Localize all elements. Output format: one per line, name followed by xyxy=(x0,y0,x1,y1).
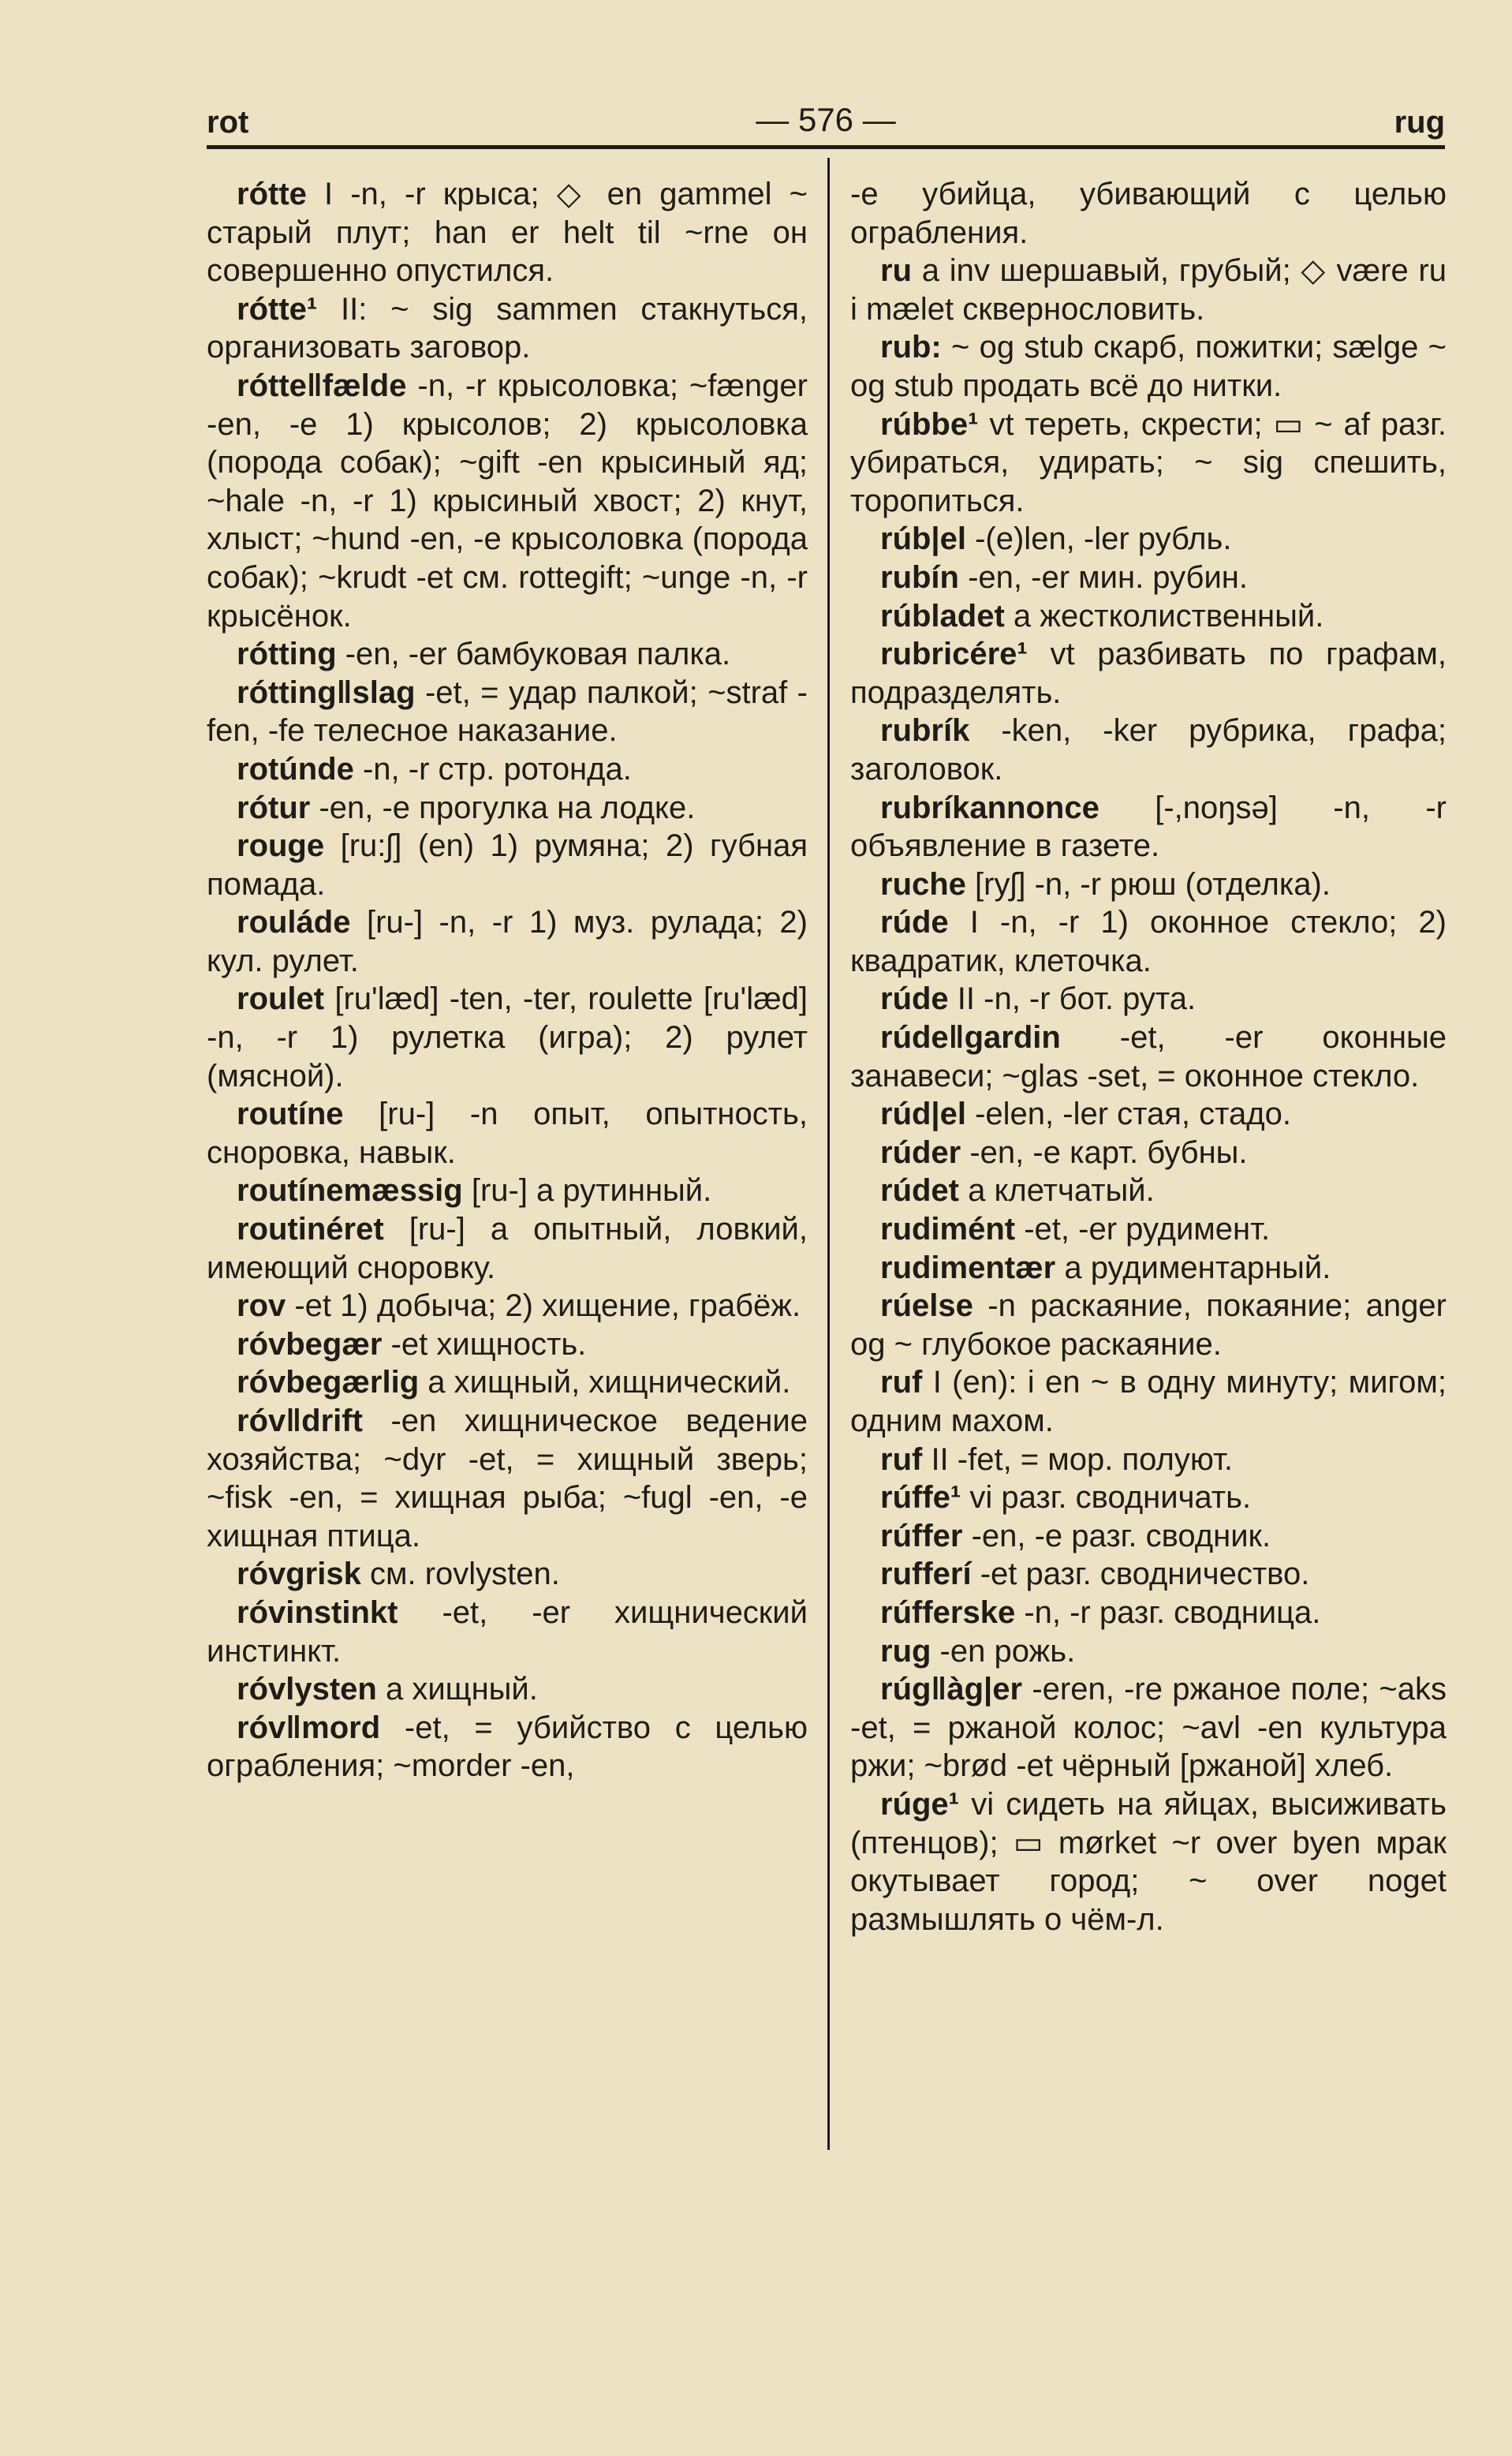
headword: rótur xyxy=(237,790,311,825)
definition: -ken, -ker рубрика, графа; заголовок. xyxy=(850,713,1447,787)
definition: -e убийца, убивающий с целью ограбления. xyxy=(850,177,1447,250)
dictionary-entry xyxy=(850,1287,1447,1363)
dictionary-entry xyxy=(850,1670,1447,1785)
definition: I -n, -r 1) оконное стекло; 2) квадратик, клеточка. xyxy=(850,905,1447,978)
headword: rotúnde xyxy=(237,751,354,787)
headword: rudimént xyxy=(880,1212,1016,1247)
headword: rúd|el xyxy=(880,1097,966,1132)
dictionary-entry xyxy=(207,980,808,1095)
column-divider xyxy=(827,158,830,2150)
definition: vt тереть, скрести; ▭ ~ af разг. убираться, удирать; ~ sig спешить, торопиться. xyxy=(850,406,1447,518)
definition: -n, -r крысоловка; ~fænger -en, -e 1) крысолов; 2) крысоловка (порода собак); ~gift -en крысиный яд; ~hale -n, -r 1) крысиный хвост; 2) кнут, хлыст; ~hund -en, -e крысоловка (порода собак); ~krudt -et см. rottegift; ~unge -n, -r крысёнок. xyxy=(207,368,808,634)
definition: II: ~ sig sammen стакнуться, организовать заговор. xyxy=(207,291,808,365)
dictionary-entry xyxy=(850,1517,1447,1556)
definition: -et, -er оконные занавеси; ~glas -set, = оконное стекло. xyxy=(850,1020,1447,1093)
dictionary-entry xyxy=(207,827,808,903)
headword: rúelse xyxy=(880,1288,973,1324)
dictionary-entry xyxy=(850,712,1447,788)
headword: rudimentær xyxy=(880,1250,1056,1285)
definition: -en, -er бамбуковая палка. xyxy=(336,637,731,672)
headword: rúg‖àg|er xyxy=(880,1672,1023,1707)
headword: rúbladet xyxy=(880,598,1005,634)
headword: róvinstinkt xyxy=(237,1594,398,1630)
running-header xyxy=(207,101,1445,149)
definition: -n, -r разг. сводница. xyxy=(1015,1594,1321,1630)
headword: rubríkannonce xyxy=(880,790,1099,825)
definition: a хищный, хищнический. xyxy=(419,1365,791,1400)
headword: rubrík xyxy=(880,713,970,749)
guide-word-right: rug xyxy=(1394,105,1445,140)
headword: rúffer xyxy=(880,1518,963,1553)
dictionary-entry xyxy=(207,789,808,828)
headword: rub: xyxy=(880,330,942,365)
definition: -et, -er рудимент. xyxy=(1015,1212,1271,1247)
headword: routinéret xyxy=(237,1212,384,1247)
definition: ~ og stub скарб, пожитки; sælge ~ og stub продать всё до нитки. xyxy=(850,330,1447,403)
dictionary-entry xyxy=(207,1172,808,1210)
dictionary-entry xyxy=(207,1095,808,1172)
definition: -en, -e прогулка на лодке. xyxy=(310,790,696,825)
definition: -en, -e карт. бубны. xyxy=(961,1135,1248,1170)
dictionary-entry xyxy=(207,903,808,980)
definition: vi сидеть на яйцах, высиживать (птенцов); ▭ mørket ~r over byen мрак окутывает город; ~ over noget размышлять о чём-л. xyxy=(850,1786,1447,1937)
definition: a inv шершавый, грубый; ◇ være ru i mælet сквернословить. xyxy=(850,253,1447,327)
definition: -en рожь. xyxy=(931,1633,1076,1669)
dictionary-entry xyxy=(850,1632,1447,1671)
dictionary-entry xyxy=(850,328,1447,405)
dictionary-entry xyxy=(850,1594,1447,1632)
headword: rótte‖fælde xyxy=(237,368,407,403)
headword: róvlysten xyxy=(237,1672,377,1707)
headword: rúde xyxy=(880,905,949,940)
dictionary-entry xyxy=(850,903,1447,980)
dictionary-entry xyxy=(850,865,1447,904)
headword: rúb|el xyxy=(880,521,966,557)
headword: rúder xyxy=(880,1135,961,1170)
dictionary-entry xyxy=(850,1441,1447,1479)
headword: routínemæssig xyxy=(237,1173,463,1209)
dictionary-entry xyxy=(850,1478,1447,1517)
headword: rug xyxy=(880,1633,931,1669)
dictionary-entry xyxy=(850,635,1447,712)
dictionary-entry xyxy=(207,1402,808,1555)
dictionary-entry xyxy=(850,252,1447,328)
definition: [ru-] a опытный, ловкий, имеющий сноровку. xyxy=(207,1212,808,1285)
definition: a жестколиственный. xyxy=(1004,598,1324,634)
definition: -et, = убийство с целью ограбления; ~morder -en, xyxy=(207,1710,808,1784)
headword: róvgrisk xyxy=(237,1557,361,1592)
dictionary-entry xyxy=(207,1325,808,1364)
headword: rúfferske xyxy=(880,1594,1016,1630)
definition: -et 1) добыча; 2) хищение, грабёж. xyxy=(286,1288,801,1324)
headword: rótte¹ xyxy=(237,291,318,327)
headword: ruf xyxy=(880,1441,923,1477)
dictionary-entry xyxy=(850,175,1447,252)
headword: ruf xyxy=(880,1365,923,1400)
definition: [ru:ʃ] (en) 1) румяна; 2) губная помада. xyxy=(207,828,808,902)
dictionary-entry xyxy=(850,980,1447,1019)
headword: rúge¹ xyxy=(880,1786,959,1822)
definition: II -fet, = мор. полуют. xyxy=(922,1441,1233,1477)
headword: rouge xyxy=(237,828,325,864)
headword: roulet xyxy=(237,981,325,1017)
definition: a клетчатый. xyxy=(959,1173,1155,1209)
definition: -(e)len, -ler рубль. xyxy=(965,521,1232,557)
definition: -en, -e разг. сводник. xyxy=(962,1518,1271,1553)
headword: rúbbe¹ xyxy=(880,406,979,442)
definition: a хищный. xyxy=(376,1672,538,1707)
dictionary-entry xyxy=(850,597,1447,636)
definition: [ru'læd] -ten, -ter, roulette [ru'læd] -n, -r 1) рулетка (игра); 2) рулет (мясной). xyxy=(207,981,808,1093)
dictionary-entry xyxy=(207,1709,808,1785)
dictionary-entry xyxy=(207,290,808,367)
dictionary-entry xyxy=(850,1785,1447,1938)
definition: I (en): i en ~ в одну минуту; мигом; одним махом. xyxy=(850,1365,1447,1438)
headword: rov xyxy=(237,1288,286,1324)
definition: [ru-] -n опыт, опытность, сноровка, навык. xyxy=(207,1097,808,1170)
definition: -et, = удар палкой; ~straf -fen, -fe телесное наказание. xyxy=(207,675,808,749)
headword: rótting‖slag xyxy=(237,675,416,710)
definition: -n раскаяние, покаяние; anger og ~ глубокое раскаяние. xyxy=(850,1288,1447,1362)
dictionary-entry xyxy=(850,1363,1447,1440)
dictionary-entry xyxy=(850,1095,1447,1134)
dictionary-entry xyxy=(207,1363,808,1402)
dictionary-entry xyxy=(207,175,808,290)
definition: -et, -er хищнический инстинкт. xyxy=(207,1594,808,1669)
dictionary-entry xyxy=(207,1594,808,1670)
definition: [-,noŋsə] -n, -r объявление в газете. xyxy=(850,790,1447,864)
headword: rúdet xyxy=(880,1173,959,1209)
dictionary-entry xyxy=(207,367,808,635)
dictionary-entry xyxy=(207,674,808,750)
definition: -en, -er мин. рубин. xyxy=(958,559,1248,595)
headword: routíne xyxy=(237,1097,344,1132)
headword: róvbegærlig xyxy=(237,1365,420,1400)
headword: róv‖drift xyxy=(237,1404,363,1438)
definition: -eren, -re ржаное поле; ~aks -et, = ржаной колос; ~avl -en культура ржи; ~brød -et чёрный [ржаной] хлеб. xyxy=(850,1672,1447,1784)
dictionary-entry xyxy=(850,1172,1447,1210)
definition: см. rovlysten. xyxy=(360,1557,560,1592)
dictionary-entry xyxy=(850,406,1447,521)
guide-word-left: rot xyxy=(207,105,249,140)
headword: rufferí xyxy=(880,1557,972,1592)
definition: -en хищническое ведение хозяйства; ~dyr -et, = хищный зверь; ~fisk -en, = хищная рыба; ~fugl -en, -e хищная птица. xyxy=(207,1404,808,1553)
dictionary-entry xyxy=(207,750,808,789)
definition: -n, -r стр. ротонда. xyxy=(353,751,632,787)
definition: [ru-] -n, -r 1) муз. рулада; 2) кул. рулет. xyxy=(207,905,808,978)
dictionary-entry xyxy=(850,1019,1447,1095)
headword: rúde‖gardin xyxy=(880,1020,1061,1056)
definition: vt разбивать по графам, подразделять. xyxy=(850,637,1447,710)
dictionary-entry xyxy=(850,1134,1447,1172)
dictionary-entry xyxy=(850,1555,1447,1594)
headword: róvbegær xyxy=(237,1326,383,1362)
dictionary-entry xyxy=(850,1210,1447,1249)
headword: róv‖mord xyxy=(237,1710,381,1745)
dictionary-entry xyxy=(207,1555,808,1594)
headword: rubricére¹ xyxy=(880,637,1028,672)
definition: II -n, -r бот. рута. xyxy=(948,981,1197,1017)
dictionary-entry xyxy=(850,1249,1447,1288)
definition: [ryʃ] -n, -r рюш (отделка). xyxy=(965,866,1331,902)
headword: ruche xyxy=(880,866,966,902)
dictionary-entry xyxy=(207,1287,808,1325)
dictionary-entry xyxy=(207,1210,808,1287)
dictionary-entry xyxy=(207,1670,808,1709)
headword: rótting xyxy=(237,637,337,672)
headword: rouláde xyxy=(237,905,351,940)
dictionary-entry xyxy=(207,635,808,674)
definition: I -n, -r крыса; ◇ en gammel ~ старый плут; han er helt til ~rne он совершенно опустился. xyxy=(207,177,808,289)
headword: rubín xyxy=(880,559,959,595)
left-column xyxy=(207,175,808,1785)
right-column xyxy=(850,175,1447,1938)
dictionary-entry xyxy=(850,520,1447,559)
definition: vi разг. сводничать. xyxy=(961,1480,1252,1516)
definition: a рудиментарный. xyxy=(1055,1250,1331,1285)
page-number: — 576 — xyxy=(756,101,896,138)
headword: ru xyxy=(880,253,912,289)
definition: -et хищность. xyxy=(382,1326,587,1362)
headword: rúffe¹ xyxy=(880,1480,961,1516)
dictionary-entry xyxy=(850,559,1447,597)
dictionary-entry xyxy=(850,789,1447,865)
headword: rótte xyxy=(237,177,307,211)
definition: [ru-] a рутинный. xyxy=(462,1173,712,1209)
definition: -et разг. сводничество. xyxy=(971,1557,1310,1592)
headword: rúde xyxy=(880,981,949,1017)
definition: -elen, -ler стая, стадо. xyxy=(965,1097,1291,1132)
